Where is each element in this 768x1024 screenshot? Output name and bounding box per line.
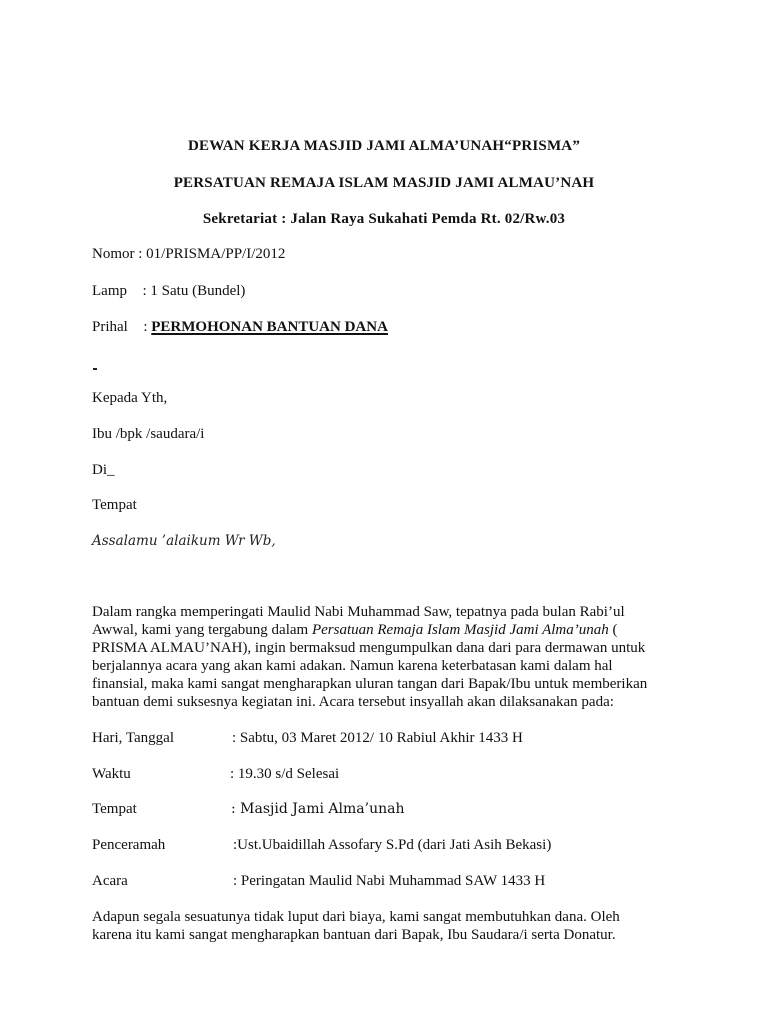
- letterhead-organization: PERSATUAN REMAJA ISLAM MASJID JAMI ALMAU’NAH: [173, 175, 595, 191]
- subject-line: [92, 319, 388, 336]
- body-line-2: [92, 621, 732, 639]
- detail-value-speaker: :Ust.Ubaidillah Assofary S.Pd (dari Jati Asih Bekasi): [233, 837, 552, 853]
- organization-name-italic: Persatuan Remaja Islam Masjid Jami Alma’unah: [311, 622, 609, 638]
- attachment-line: [92, 283, 245, 300]
- body-line-6: bantuan demi suksesnya kegiatan ini. Acara tersebut insyallah akan dilaksanakan pada:: [92, 694, 614, 710]
- detail-label-time: Waktu: [92, 766, 131, 782]
- prihal-colon: :: [143, 319, 148, 335]
- addressee-line-4: Tempat: [92, 497, 137, 513]
- closing-line-2: karena itu kami sangat mengharapkan bantuan dari Bapak, Ibu Saudara/i serta Donatur.: [92, 927, 616, 943]
- body-line-4: berjalannya acara yang akan kami adakan. Namun karena keterbatasan kami dalam hal: [92, 658, 613, 674]
- body-line-2-text: Awwal, kami yang tergabung dalam: [92, 622, 312, 638]
- detail-value-date: : Sabtu, 03 Maret 2012/ 10 Rabiul Akhir 1433 H: [232, 730, 523, 746]
- prihal-label: Prihal: [92, 319, 128, 335]
- dash-mark: [93, 368, 97, 370]
- detail-label-date: Hari, Tanggal: [92, 730, 174, 746]
- letterhead-address: Sekretariat : Jalan Raya Sukahati Pemda Rt. 02/Rw.03: [202, 211, 566, 227]
- detail-value-time: : 19.30 s/d Selesai: [230, 766, 340, 782]
- nomor-label: Nomor: [92, 246, 135, 262]
- nomor-value: : 01/PRISMA/PP/I/2012: [138, 246, 286, 262]
- addressee-line-3: Di_: [92, 462, 115, 478]
- closing-paragraph: [92, 908, 732, 944]
- subject-value: PERMOHONAN BANTUAN DANA: [151, 319, 388, 335]
- body-line-5: finansial, maka kami sangat mengharapkan uluran tangan dari Bapak/Ibu untuk memberikan: [92, 676, 648, 692]
- detail-label-place: Tempat: [92, 801, 137, 817]
- body-line-1: Dalam rangka memperingati Maulid Nabi Muhammad Saw, tepatnya pada bulan Rabi’ul: [92, 604, 625, 620]
- detail-value-place: : Masjid Jami Alma’unah: [231, 801, 405, 817]
- addressee-line-2: Ibu /bpk /saudara/i: [92, 426, 205, 442]
- detail-label-speaker: Penceramah: [92, 837, 166, 853]
- letter-number: [92, 246, 285, 263]
- greeting: Assalamu ’alaikum Wr Wb,: [92, 533, 276, 549]
- body-line-3: PRISMA ALMAU’NAH), ingin bermaksud mengumpulkan dana dari para dermawan untuk: [92, 640, 646, 656]
- lamp-value: : 1 Satu (Bundel): [142, 283, 246, 299]
- body-paragraph: [92, 603, 732, 711]
- closing-line-1: Adapun segala sesuatunya tidak luput dari biaya, kami sangat membutuhkan dana. Oleh: [92, 909, 620, 925]
- lamp-label: Lamp: [92, 283, 127, 299]
- addressee-line-1: Kepada Yth,: [92, 390, 168, 406]
- body-line-2-end: (: [608, 622, 618, 638]
- letterhead-title: DEWAN KERJA MASJID JAMI ALMA’UNAH“PRISMA”: [187, 138, 581, 154]
- detail-label-event: Acara: [92, 873, 128, 889]
- detail-value-event: : Peringatan Maulid Nabi Muhammad SAW 1433 H: [233, 873, 546, 889]
